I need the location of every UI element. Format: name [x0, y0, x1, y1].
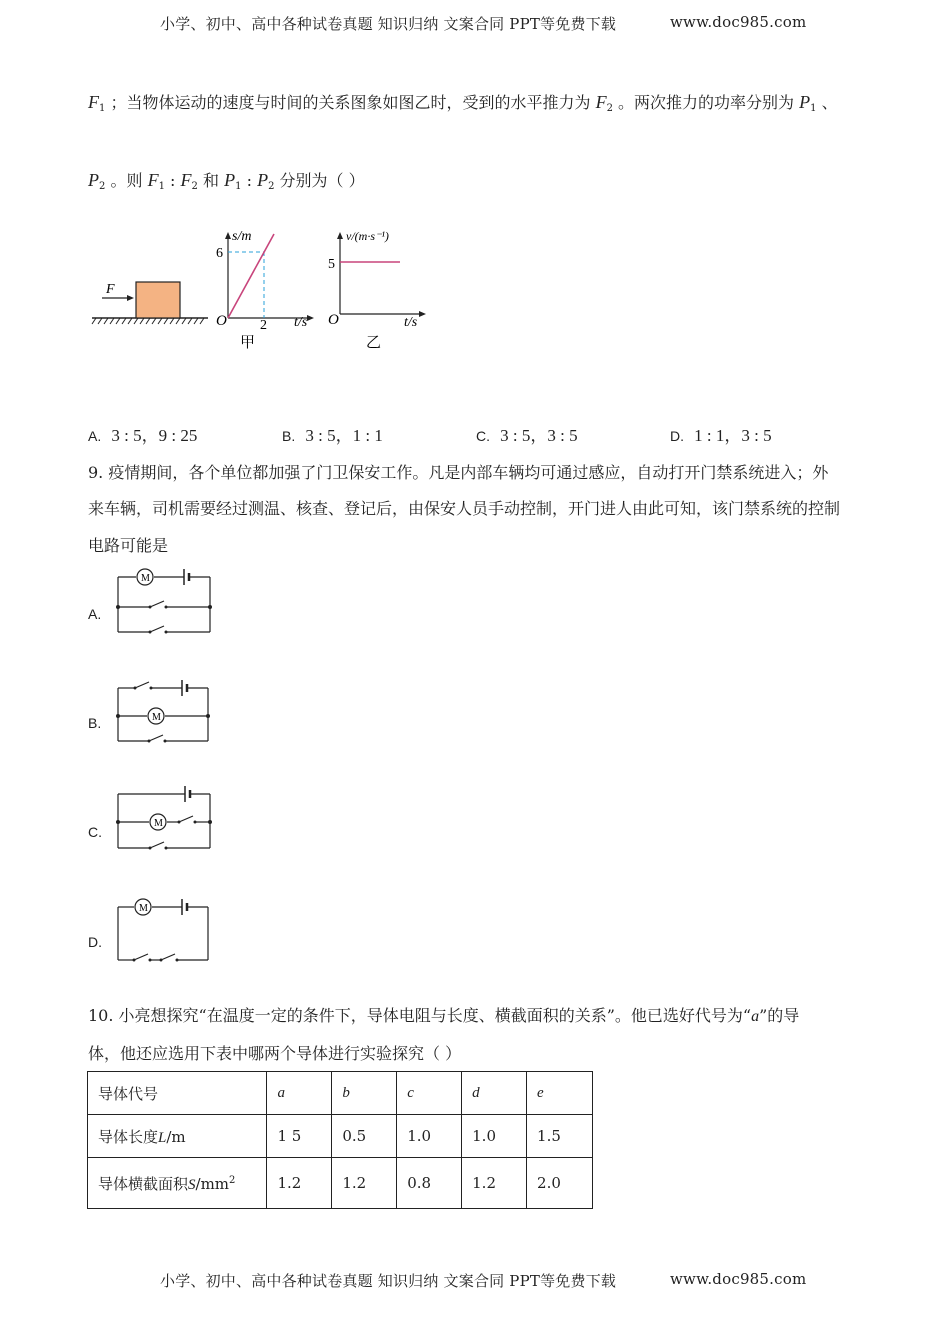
q10-line1: 10. 小亮想探究“在温度一定的条件下，导体电阻与长度、横截面积的关系”。他已选好代号为“a”的导: [88, 1006, 800, 1025]
cell: c: [397, 1072, 462, 1115]
cell: 1.0: [397, 1115, 462, 1158]
q9-circuit-b[interactable]: [112, 678, 218, 746]
q8-option-b[interactable]: B. 3 : 5，1 : 1: [282, 426, 383, 445]
jia-caption: 甲: [240, 335, 256, 351]
motor-d-label: M: [139, 903, 148, 914]
yi-caption: 乙: [366, 335, 382, 351]
cell: 2.0: [527, 1158, 593, 1209]
header-text: 小学、初中、高中各种试卷真题 知识归纳 文案合同 PPT等免费下载: [160, 15, 617, 33]
q9-line3: 电路可能是: [88, 536, 169, 555]
q9-circuit-d[interactable]: [112, 894, 218, 966]
row-length-label: 导体长度L/m: [88, 1115, 267, 1158]
conductor-table: [87, 1071, 593, 1209]
table-row-code: [88, 1072, 593, 1115]
motor-c-label: M: [154, 818, 163, 829]
q9-option-b-label[interactable]: B.: [88, 715, 102, 731]
block: [136, 282, 180, 318]
yi-ytick: 5: [328, 257, 335, 272]
q9-line2: 来车辆，司机需要经过测温、核查、登记后，由保安人员手动控制，开门进人由此可知，该门禁系统的控制: [88, 499, 841, 518]
table-row-area: [88, 1158, 593, 1209]
table-row-length: [88, 1115, 593, 1158]
cell: d: [462, 1072, 527, 1115]
yi-xlabel: t/s: [404, 315, 418, 330]
footer-text: 小学、初中、高中各种试卷真题 知识归纳 文案合同 PPT等免费下载: [160, 1272, 617, 1290]
q10-line2: 体，他还应选用下表中哪两个导体进行实验探究（ ）: [88, 1044, 462, 1063]
jia-line: [228, 234, 274, 318]
yi-origin: O: [328, 312, 339, 328]
cell: e: [527, 1072, 593, 1115]
force-arrow-head: [127, 295, 134, 301]
q8-line1: $F_1$ ；当物体运动的速度与时间的关系图象如图乙时，受到的水平推力为 $F_2$ 。两次推力的功率分别为 $P_1$ 、: [88, 92, 838, 114]
ground-hatch: [92, 318, 204, 324]
q8-figure: [88, 222, 448, 357]
q8-option-a[interactable]: A. 3 : 5，9 : 25: [88, 426, 198, 445]
cell: 1.2: [462, 1158, 527, 1209]
cell: 0.5: [332, 1115, 397, 1158]
q9-option-a-label[interactable]: A.: [88, 606, 102, 622]
motor-b-label: M: [152, 712, 161, 723]
q9-circuit-c[interactable]: [112, 784, 218, 854]
cell: 1.2: [267, 1158, 332, 1209]
cell: 1.0: [462, 1115, 527, 1158]
cell: b: [332, 1072, 397, 1115]
q8-line2: $P_2$ 。则 $F_1$ : $F_2$ 和 $P_1$ : $P_2$ 分别为（ ）: [88, 170, 365, 192]
cell: 0.8: [397, 1158, 462, 1209]
cell: 1.5: [527, 1115, 593, 1158]
motor-a-label: M: [141, 573, 150, 584]
cell: a: [267, 1072, 332, 1115]
q9-circuit-a[interactable]: [112, 566, 218, 636]
jia-ylabel: s/m: [232, 229, 252, 244]
row-code-label: 导体代号: [88, 1072, 267, 1115]
q9-line1: 9. 疫情期间，各个单位都加强了门卫保安工作。凡是内部车辆均可通过感应，自动打开门禁系统进入；外: [88, 463, 829, 482]
q8-option-d[interactable]: D. 1 : 1，3 : 5: [670, 426, 772, 445]
q8-option-c[interactable]: C. 3 : 5，3 : 5: [476, 426, 578, 445]
row-area-label: 导体横截面积$S/mm^2$: [88, 1158, 267, 1209]
jia-xlabel: t/s: [294, 315, 308, 330]
yi-ylabel: v/(m·s⁻¹): [346, 229, 389, 243]
q9-option-d-label[interactable]: D.: [88, 934, 102, 950]
cell: 1.2: [332, 1158, 397, 1209]
header-url: www.doc985.com: [670, 13, 807, 31]
footer-url: www.doc985.com: [670, 1270, 807, 1288]
jia-xtick: 2: [260, 318, 267, 333]
cell: 1 5: [267, 1115, 332, 1158]
q9-option-c-label[interactable]: C.: [88, 824, 102, 840]
force-label: F: [106, 282, 115, 297]
jia-origin: O: [216, 313, 227, 329]
jia-ytick: 6: [216, 246, 223, 261]
